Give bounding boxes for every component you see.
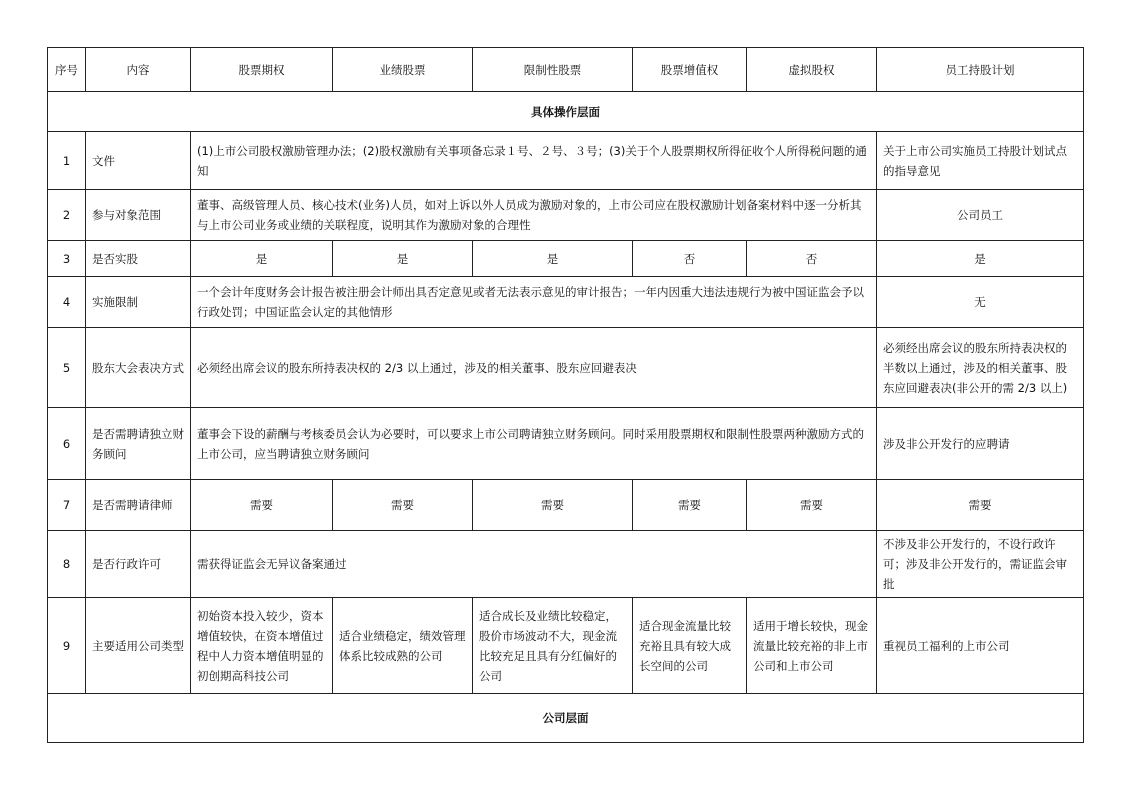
table-row xyxy=(48,408,1084,480)
value-cell: 需要 xyxy=(633,480,747,531)
merged-cell: 一个会计年度财务会计报告被注册会计师出具否定意见或者无法表示意见的审计报告；一年内因重大违法违规行为被中国证监会予以行政处罚；中国证监会认定的其他情形 xyxy=(191,277,877,328)
header-cell: 限制性股票 xyxy=(473,48,633,92)
merged-cell: 董事会下设的薪酬与考核委员会认为必要时，可以要求上市公司聘请独立财务顾问。同时采用股票期权和限制性股票两种激励方式的上市公司，应当聘请独立财务顾问 xyxy=(191,408,877,480)
table-row xyxy=(48,598,1084,694)
value-cell: 需要 xyxy=(877,480,1084,531)
table-row xyxy=(48,328,1084,408)
row-item: 是否需聘请独立财务顾问 xyxy=(86,408,191,480)
header-cell: 员工持股计划 xyxy=(877,48,1084,92)
row-number: 7 xyxy=(48,480,86,531)
value-cell: 否 xyxy=(633,241,747,277)
header-cell: 内容 xyxy=(86,48,191,92)
value-cell: 适用于增长较快，现金流量比较充裕的非上市公司和上市公司 xyxy=(747,598,877,694)
merged-cell: (1)上市公司股权激励管理办法；(2)股权激励有关事项备忘录１号、２号、３号；(3)关于个人股票期权所得征收个人所得税问题的通知 xyxy=(191,132,877,190)
row-number: 3 xyxy=(48,241,86,277)
value-cell: 是 xyxy=(473,241,633,277)
merged-cell: 董事、高级管理人员、核心技术(业务)人员，如对上诉以外人员成为激励对象的，上市公司应在股权激励计划备案材料中逐一分析其与上市公司业务或业绩的关联程度，说明其作为激励对象的合理性 xyxy=(191,190,877,241)
esop-cell: 公司员工 xyxy=(877,190,1084,241)
section-row xyxy=(48,694,1084,743)
row-item: 股东大会表决方式 xyxy=(86,328,191,408)
table-row xyxy=(48,241,1084,277)
header-cell: 虚拟股权 xyxy=(747,48,877,92)
header-cell: 股票期权 xyxy=(191,48,333,92)
section-title: 具体操作层面 xyxy=(48,92,1084,132)
section-row xyxy=(48,92,1084,132)
value-cell: 重视员工福利的上市公司 xyxy=(877,598,1084,694)
merged-cell: 必须经出席会议的股东所持表决权的 2/3 以上通过，涉及的相关董事、股东应回避表决 xyxy=(191,328,877,408)
value-cell: 是 xyxy=(877,241,1084,277)
header-cell: 业绩股票 xyxy=(333,48,473,92)
header-cell: 序号 xyxy=(48,48,86,92)
row-item: 是否行政许可 xyxy=(86,531,191,598)
row-number: 1 xyxy=(48,132,86,190)
value-cell: 适合成长及业绩比较稳定，股价市场波动不大，现金流比较充足且具有分红偏好的公司 xyxy=(473,598,633,694)
row-item: 参与对象范围 xyxy=(86,190,191,241)
row-item: 文件 xyxy=(86,132,191,190)
row-item: 主要适用公司类型 xyxy=(86,598,191,694)
row-item: 是否实股 xyxy=(86,241,191,277)
table-row xyxy=(48,132,1084,190)
table-row xyxy=(48,531,1084,598)
value-cell: 是 xyxy=(191,241,333,277)
table-row xyxy=(48,277,1084,328)
value-cell: 否 xyxy=(747,241,877,277)
row-number: 9 xyxy=(48,598,86,694)
row-item: 实施限制 xyxy=(86,277,191,328)
value-cell: 需要 xyxy=(747,480,877,531)
esop-cell: 无 xyxy=(877,277,1084,328)
esop-cell: 涉及非公开发行的应聘请 xyxy=(877,408,1084,480)
row-number: 6 xyxy=(48,408,86,480)
row-number: 8 xyxy=(48,531,86,598)
value-cell: 是 xyxy=(333,241,473,277)
section-title: 公司层面 xyxy=(48,694,1084,743)
comparison-table xyxy=(47,47,1084,743)
value-cell: 初始资本投入较少，资本增值较快，在资本增值过程中人力资本增值明显的初创期高科技公司 xyxy=(191,598,333,694)
value-cell: 需要 xyxy=(191,480,333,531)
header-cell: 股票增值权 xyxy=(633,48,747,92)
table-row xyxy=(48,190,1084,241)
value-cell: 适合现金流量比较充裕且具有较大成长空间的公司 xyxy=(633,598,747,694)
esop-cell: 必须经出席会议的股东所持表决权的半数以上通过，涉及的相关董事、股东应回避表决(非公开的需 2/3 以上) xyxy=(877,328,1084,408)
row-number: 2 xyxy=(48,190,86,241)
header-row xyxy=(48,48,1084,92)
merged-cell: 需获得证监会无异议备案通过 xyxy=(191,531,877,598)
row-item: 是否需聘请律师 xyxy=(86,480,191,531)
row-number: 4 xyxy=(48,277,86,328)
esop-cell: 关于上市公司实施员工持股计划试点的指导意见 xyxy=(877,132,1084,190)
table-row xyxy=(48,480,1084,531)
value-cell: 需要 xyxy=(473,480,633,531)
row-number: 5 xyxy=(48,328,86,408)
esop-cell: 不涉及非公开发行的，不设行政许可；涉及非公开发行的，需证监会审批 xyxy=(877,531,1084,598)
value-cell: 适合业绩稳定，绩效管理体系比较成熟的公司 xyxy=(333,598,473,694)
value-cell: 需要 xyxy=(333,480,473,531)
